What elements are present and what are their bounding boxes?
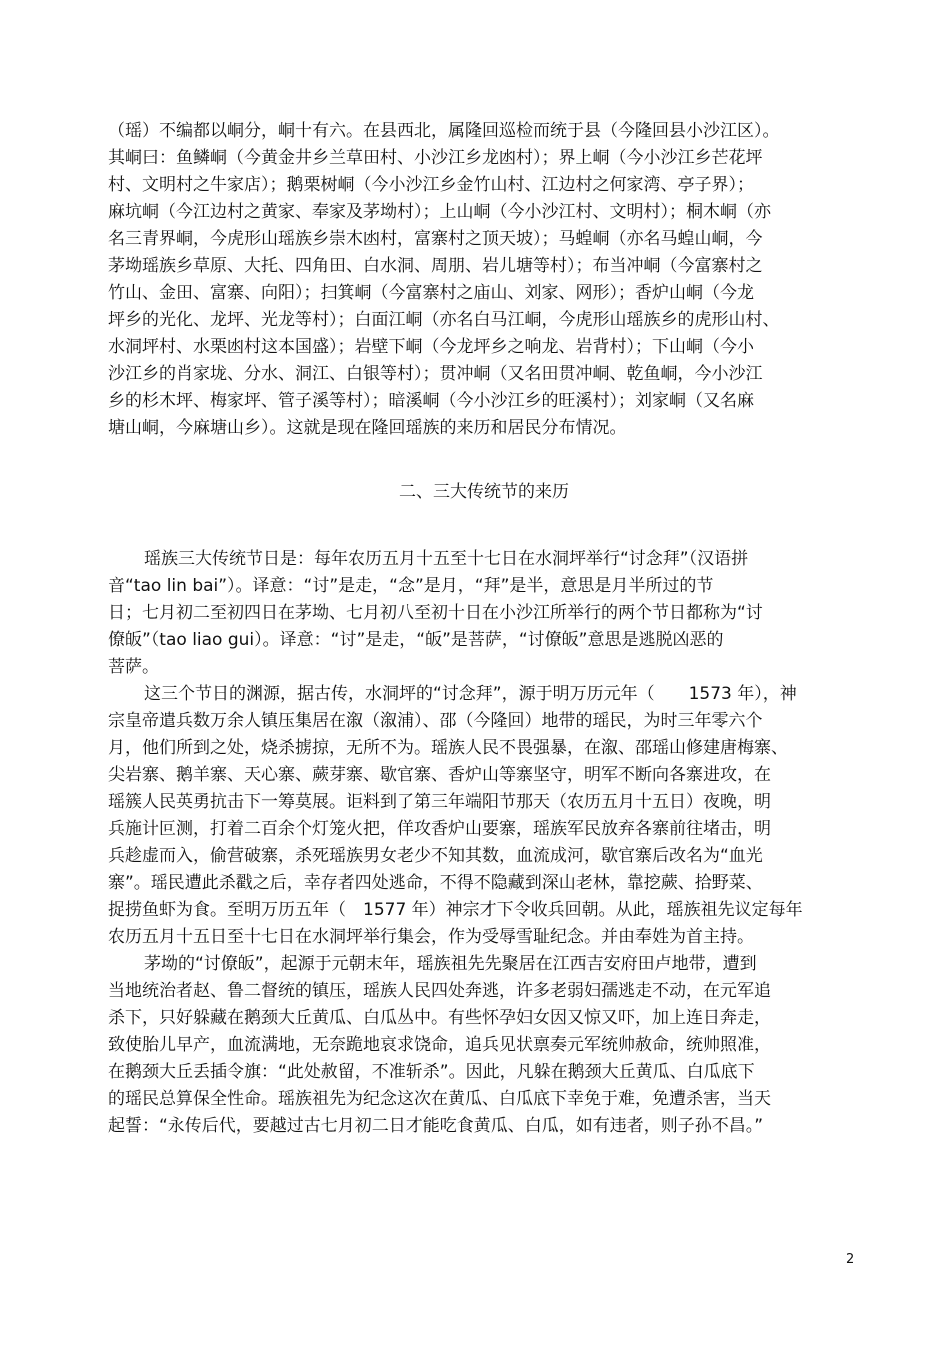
paragraph-shuidongping-origin — [108, 681, 860, 951]
text-line: 尖岩寨、鹅羊寨、天心寨、蕨芽寨、歇官寨、香炉山等寨坚守，明军不断向各寨进攻，在 — [108, 765, 771, 785]
text-line: 在鹅颈大丘丢插令旗：“此处赦留，不准斩杀”。因此，凡躲在鹅颈大丘黄瓜、白瓜底下 — [108, 1062, 755, 1082]
text-line: 竹山、金田、富寨、向阳）；扫箕峒（今富寨村之庙山、刘家、网形）；香炉山峒（今龙 — [108, 283, 754, 303]
text-line: 兵趁虚而入，偷营破寨，杀死瑶族男女老少不知其数，血流成河，歇官寨后改名为“血光 — [108, 846, 763, 866]
text-line: 兵施计叵测，打着二百余个灯笼火把，佯攻香炉山要寨，瑶族军民放弃各寨前往堵击，明 — [108, 819, 771, 839]
text-line: 起誓：“永传后代，要越过古七月初二日才能吃食黄瓜、白瓜，如有违者，则子孙不昌。” — [108, 1116, 764, 1136]
paragraph-maoao-origin — [108, 951, 860, 1140]
text-line: 捉捞鱼虾为食。至明万历五年（ 1577 年）神宗才下令收兵回朝。从此，瑶族祖先议定每年 — [108, 900, 803, 920]
text-line: 宗皇帝遣兵数万余人镇压集居在溆（溆浦）、邵（今隆回）地带的瑶民，为时三年零六个 — [108, 711, 763, 731]
text-line: 麻坑峒（今江边村之黄家、奉家及茅坳村）；上山峒（今小沙江村、文明村）；桐木峒（亦 — [108, 202, 771, 222]
text-line: 乡的杉木坪、梅家坪、管子溪等村）；暗溪峒（今小沙江乡的旺溪村）；刘家峒（又名麻 — [108, 391, 754, 411]
text-line: 沙江乡的肖家垅、分水、洞江、白银等村）；贯冲峒（又名田贯冲峒、乾鱼峒，今小沙江 — [108, 364, 763, 384]
text-line: 这三个节日的渊源，据古传，水洞坪的“讨念拜”，源于明万历元年（ 1573 年），神 — [144, 684, 797, 704]
text-line: 杀下，只好躲藏在鹅颈大丘黄瓜、白瓜丛中。有些怀孕妇女因又惊又吓，加上连日奔走， — [108, 1008, 771, 1028]
page-number: 2 — [846, 1252, 855, 1267]
text-line: 的瑶民总算保全性命。瑶族祖先为纪念这次在黄瓜、白瓜底下幸免于难，免遭杀害，当天 — [108, 1089, 771, 1109]
text-line: 农历五月十五日至十七日在水洞坪举行集会，作为受辱雪耻纪念。并由奉姓为首主持。 — [108, 927, 754, 947]
text-line: 茅坳的“讨僚皈”，起源于元朝末年，瑶族祖先先聚居在江西吉安府田卢地带，遭到 — [144, 954, 757, 974]
text-line: 瑶族三大传统节日是：每年农历五月十五至十七日在水洞坪举行“讨念拜”（汉语拼 — [144, 549, 749, 569]
text-line: 瑶簇人民英勇抗击下一筹莫展。讵料到了第三年端阳节那天（农历五月十五日）夜晚，明 — [108, 792, 771, 812]
text-line: 水洞坪村、水栗凼村这本国盛）；岩壁下峒（今龙坪乡之响龙、岩背村）；下山峒（今小 — [108, 337, 754, 357]
text-line: 村、文明村之牛家店）；鹅栗树峒（今小沙江乡金竹山村、江边村之何家湾、亭子界）； — [108, 175, 754, 195]
text-line: 菩萨。 — [108, 657, 159, 677]
text-line: 日；七月初二至初四日在茅坳、七月初八至初十日在小沙江所举行的两个节日都称为“讨 — [108, 603, 763, 623]
text-line: 茅坳瑶族乡草原、大托、四角田、白水洞、周朋、岩儿塘等村）；布当冲峒（今富寨村之 — [108, 256, 763, 276]
text-line: 塘山峒，今麻塘山乡）。这就是现在隆回瑶族的来历和居民分布情况。 — [108, 418, 627, 438]
text-line: 寨”。瑶民遭此杀戳之后，幸存者四处逃命，不得不隐藏到深山老林，靠挖蕨、拾野菜、 — [108, 873, 763, 893]
text-line: 当地统治者赵、鲁二督统的镇压，瑶族人民四处奔逃，许多老弱妇孺逃走不动，在元军追 — [108, 981, 771, 1001]
text-line: 月，他们所到之处，烧杀掳掠，无所不为。瑶族人民不畏强暴，在溆、邵瑶山修建唐梅寨、 — [108, 738, 788, 758]
text-line: 其峒曰：鱼鳞峒（今黄金井乡兰草田村、小沙江乡龙凼村）；界上峒（今小沙江乡芒花坪 — [108, 148, 763, 168]
page-content — [108, 118, 860, 1140]
text-line: 僚皈”（tao liao gui）。译意：“讨”是走，“皈”是菩萨，“讨僚皈”意思是逃脱凶恶的 — [108, 630, 724, 650]
text-line: 音“tao lin bai”）。译意：“讨”是走，“念”是月，“拜”是半，意思是月半所过的节 — [108, 576, 714, 596]
text-line: 名三青界峒，今虎形山瑶族乡崇木凼村，富寨村之顶天坡）；马蝗峒（亦名马蝗山峒，今 — [108, 229, 763, 249]
text-line: 致使胎儿早产，血流满地，无奈跪地哀求饶命，追兵见状禀奏元军统帅赦命，统帅照准， — [108, 1035, 771, 1055]
paragraph-festivals-intro — [108, 546, 860, 681]
section-heading: 二、三大传统节的来历 — [399, 482, 569, 502]
text-line: （瑶）不编都以峒分，峒十有六。在县西北，属隆回巡检而统于县（今隆回县小沙江区）。 — [108, 121, 780, 141]
section-1-body — [108, 118, 860, 442]
text-line: 坪乡的光化、龙坪、光龙等村）；白面江峒（亦名白马江峒，今虎形山瑶族乡的虎形山村、 — [108, 310, 780, 330]
